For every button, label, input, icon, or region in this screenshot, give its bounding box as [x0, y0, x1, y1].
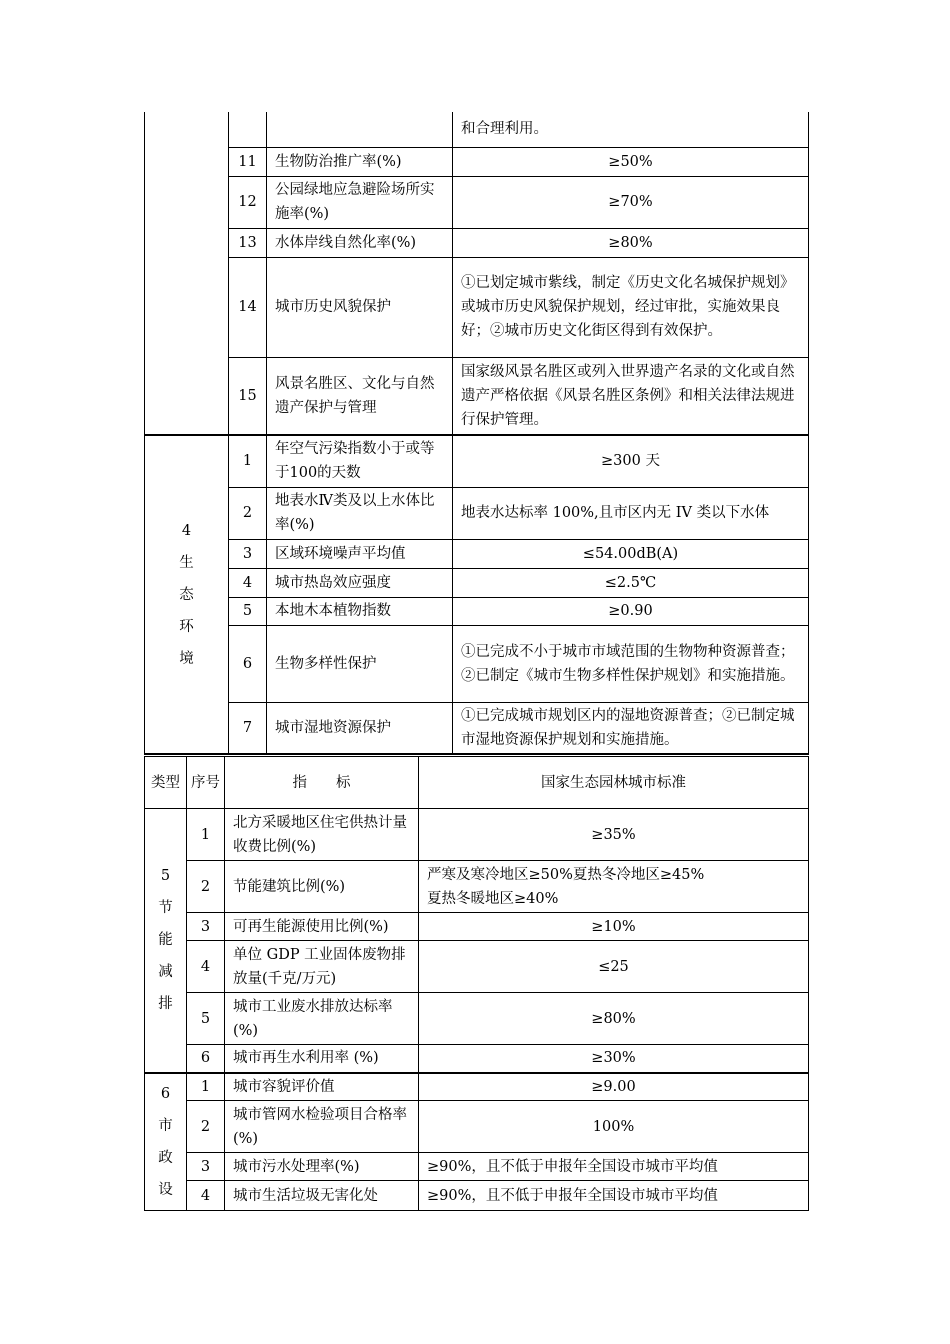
indicator-cell: 节能建筑比例(%) — [225, 861, 419, 913]
standard-line: 夏热冬暖地区≥40% — [427, 890, 559, 907]
indicator-cell: 北方采暖地区住宅供热计量收费比例(%) — [225, 809, 419, 861]
indicator-cell: 年空气污染指数小于或等于100的天数 — [267, 435, 453, 487]
standard-cell: ≥9.00 — [419, 1073, 809, 1101]
seq-cell: 2 — [187, 1101, 225, 1153]
standard-cell: ①已完成城市规划区内的湿地资源普查；②已制定城市湿地资源保护规划和实施措施。 — [453, 702, 809, 754]
indicator-cell: 城市管网水检验项目合格率(%) — [225, 1101, 419, 1153]
standard-cell: 地表水达标率 100%,且市区内无 IV 类以下水体 — [453, 487, 809, 539]
seq-cell: 7 — [229, 702, 267, 754]
header-type: 类型 — [145, 757, 187, 809]
seq-cell: 4 — [187, 1181, 225, 1211]
standard-cell: ①已划定城市紫线，制定《历史文化名城保护规划》或城市历史风貌保护规划，经过审批，实施效果良好；②城市历史文化街区得到有效保护。 — [453, 257, 809, 357]
seq-cell: 2 — [187, 861, 225, 913]
standard-cell: ≥50% — [453, 147, 809, 176]
indicator-cell — [267, 112, 453, 147]
indicator-cell: 本地木本植物指数 — [267, 597, 453, 625]
standard-cell: ≥35% — [419, 809, 809, 861]
seq-cell: 4 — [187, 941, 225, 993]
indicator-cell: 生物防治推广率(%) — [267, 147, 453, 176]
standard-cell: ≥300 天 — [453, 435, 809, 487]
seq-cell: 4 — [229, 568, 267, 597]
indicator-cell: 公园绿地应急避险场所实施率(%) — [267, 176, 453, 228]
indicator-cell: 城市工业废水排放达标率(%) — [225, 993, 419, 1045]
seq-cell: 2 — [229, 487, 267, 539]
category-cell-continued — [145, 112, 229, 435]
seq-cell: 13 — [229, 228, 267, 257]
category-municipal: 6 市 政 设 — [145, 1073, 187, 1211]
standard-cell: ≥90%，且不低于申报年全国设市城市平均值 — [419, 1181, 809, 1211]
standard-cell — [419, 861, 809, 913]
standard-cell: ≤54.00dB(A) — [453, 539, 809, 568]
standard-line: 严寒及寒冷地区≥50%夏热冬冷地区≥45% — [427, 866, 705, 883]
indicator-cell: 城市热岛效应强度 — [267, 568, 453, 597]
standard-cell: ≥90%，且不低于申报年全国设市城市平均值 — [419, 1153, 809, 1181]
standard-cell: ≥30% — [419, 1045, 809, 1073]
indicator-cell: 风景名胜区、文化与自然遗产保护与管理 — [267, 357, 453, 435]
standard-cell: ≤25 — [419, 941, 809, 993]
standard-cell: ≥80% — [419, 993, 809, 1045]
seq-cell: 12 — [229, 176, 267, 228]
seq-cell: 3 — [187, 1153, 225, 1181]
indicator-cell: 城市污水处理率(%) — [225, 1153, 419, 1181]
indicator-table-top — [144, 112, 809, 755]
seq-cell: 15 — [229, 357, 267, 435]
seq-cell: 3 — [229, 539, 267, 568]
seq-cell: 5 — [229, 597, 267, 625]
indicator-cell: 城市容貌评价值 — [225, 1073, 419, 1101]
seq-cell: 11 — [229, 147, 267, 176]
indicator-cell: 城市湿地资源保护 — [267, 702, 453, 754]
header-indicator: 指 标 — [225, 757, 419, 809]
indicator-cell: 区域环境噪声平均值 — [267, 539, 453, 568]
seq-cell: 1 — [187, 809, 225, 861]
seq-cell: 6 — [229, 625, 267, 702]
indicator-cell: 城市再生水利用率 (%) — [225, 1045, 419, 1073]
seq-cell: 3 — [187, 913, 225, 941]
category-ecology: 4 生 态 环 境 — [145, 435, 229, 754]
indicator-table-bottom — [144, 756, 809, 1211]
seq-cell: 6 — [187, 1045, 225, 1073]
standard-cell: ≥10% — [419, 913, 809, 941]
standard-cell: ≥0.90 — [453, 597, 809, 625]
standard-cell: 国家级风景名胜区或列入世界遗产名录的文化或自然遗产严格依据《风景名胜区条例》和相关法律法规进行保护管理。 — [453, 357, 809, 435]
standard-cell: ≥70% — [453, 176, 809, 228]
category-energy: 5 节 能 减 排 — [145, 809, 187, 1073]
header-seq: 序号 — [187, 757, 225, 809]
seq-cell — [229, 112, 267, 147]
header-standard: 国家生态园林城市标准 — [419, 757, 809, 809]
standard-cell: 和合理利用。 — [453, 112, 809, 147]
standard-cell: 100% — [419, 1101, 809, 1153]
seq-cell: 1 — [187, 1073, 225, 1101]
standard-cell: ≤2.5℃ — [453, 568, 809, 597]
indicator-cell: 可再生能源使用比例(%) — [225, 913, 419, 941]
seq-cell: 14 — [229, 257, 267, 357]
standard-cell: ≥80% — [453, 228, 809, 257]
indicator-cell: 地表水Ⅳ类及以上水体比率(%) — [267, 487, 453, 539]
indicator-cell: 水体岸线自然化率(%) — [267, 228, 453, 257]
standard-cell: ①已完成不小于城市市域范围的生物物种资源普查；②已制定《城市生物多样性保护规划》和实施措施。 — [453, 625, 809, 702]
indicator-cell: 城市生活垃圾无害化处 — [225, 1181, 419, 1211]
seq-cell: 1 — [229, 435, 267, 487]
indicator-cell: 生物多样性保护 — [267, 625, 453, 702]
indicator-cell: 城市历史风貌保护 — [267, 257, 453, 357]
seq-cell: 5 — [187, 993, 225, 1045]
indicator-cell: 单位 GDP 工业固体废物排放量(千克/万元) — [225, 941, 419, 993]
